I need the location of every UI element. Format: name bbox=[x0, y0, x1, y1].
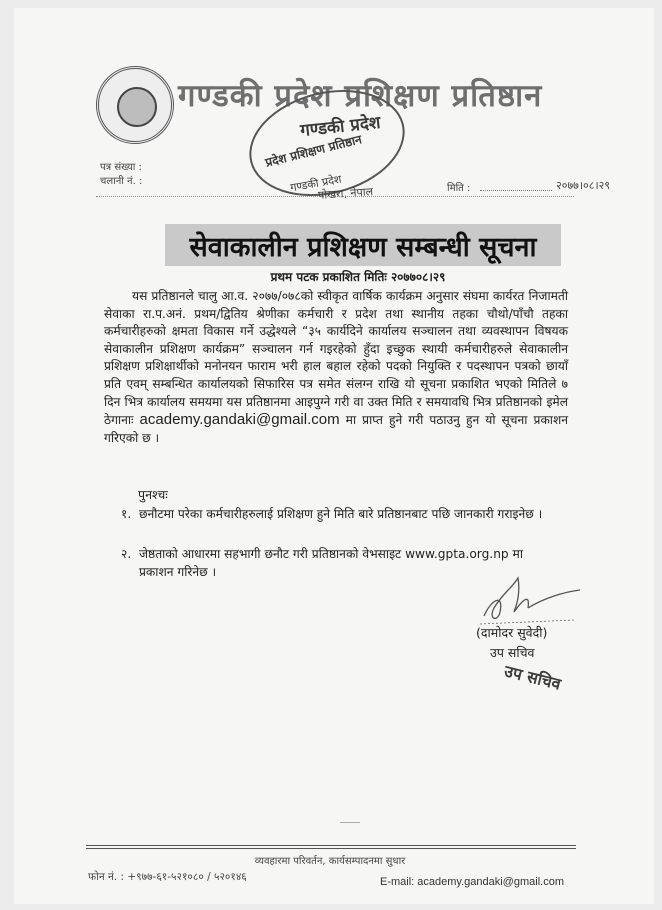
stamp-org: प्रदेश प्रशिक्षण प्रतिष्ठान bbox=[263, 132, 364, 170]
post-stamp: उप सचिव bbox=[502, 661, 563, 694]
header-divider bbox=[96, 196, 574, 197]
handwritten-signature bbox=[474, 568, 584, 628]
stamp-office: गण्डकी प्रदेश bbox=[289, 172, 343, 195]
note-item-1 bbox=[121, 506, 561, 524]
signatory-post: उप सचिव bbox=[490, 645, 535, 660]
body-text-main: यस प्रतिष्ठानले चालु आ.व. २०७७/०७८को स्वीकृत वार्षिक कार्यक्रम अनुसार संघमा कार्यरत निजामती सेवाका रा.प.अनं. प्रथम/द्वितिय श्रेणीका कर्मचारी र प्रदेश तथा स्थानीय तहका चौथो/पाँचौ तहका कर्मचारीहरुको क्षमता विकास गर्ने उद्धेश्यले “३५ कार्यदिने कार्यालय सञ्चालन तथा व्यवस्थापन विषयक सेवाकालीन प्रशिक्षण कार्यक्रम” सञ्चालन गर्न गइरहेको हुँदा इच्छुक स्थायी कर्मचारीहरुले सेवाकालीन प्रशिक्षण प्रशिक्षार्थीको मनोनयन फाराम भरी हाल बहाल रहेको पदको नियुक्ति र पदस्थापन पत्रको छायाँ प्रति एवम् सम्बन्धित कार्यालयको सिफारिस पत्र समेत संलग्न राखि यो सूचना प्रकाशित भएको मितिले ७ दिन भित्र कार्यालय समयमा यस प्रतिष्ठानमा आइपुग्ने गरी वा उक्त मिति र समयावधि भित्र प्रतिष्ठानको इमेल ठेगानाः bbox=[104, 289, 568, 428]
note-text: जेष्ठताको आधारमा सहभागी छनौट गरी प्रतिष्ठानको वेभसाइट www.gpta.org.np मा प्रकाशन गरिनेछ । bbox=[139, 547, 523, 579]
logo-emblem-icon bbox=[117, 87, 157, 127]
body-email: academy.gandaki@gmail.com bbox=[139, 411, 340, 429]
patra-sankhya-label: पत्र संख्या : bbox=[100, 162, 142, 173]
notice-subtitle: प्रथम पटक प्रकाशित मितिः २०७७०८।२९ bbox=[270, 270, 446, 284]
note-number: २. bbox=[121, 547, 132, 561]
chalani-label: चलानी नं. : bbox=[100, 176, 143, 187]
footer-divider bbox=[86, 845, 576, 846]
stamp-province: गण्डकी प्रदेश bbox=[299, 112, 382, 142]
organization-logo bbox=[96, 66, 174, 144]
signatory-name: (दामोदर सुवेदी) bbox=[476, 625, 548, 640]
note-number: १. bbox=[121, 507, 132, 521]
footer-email: E-mail: academy.gandaki@gmail.com bbox=[380, 876, 564, 888]
miti-value: २०७७।०८।२९ bbox=[556, 179, 611, 192]
note-text: छनौटमा परेका कर्मचारीहरुलाई प्रशिक्षण हुने मिति बारे प्रतिष्ठानबाट पछि जानकारी गराइनेछ । bbox=[139, 507, 543, 521]
punashcha-label: पुनश्चः bbox=[138, 487, 168, 502]
notice-title: सेवाकालीन प्रशिक्षण सम्बन्धी सूचना bbox=[165, 224, 561, 266]
body-text-end: मा प्राप्त हुने गरी पठाउनु हुन यो सूचना प्रकाशन गरिएको छ । bbox=[104, 413, 569, 445]
footer-slogan: व्यवहारमा परिवर्तन, कार्यसम्पादनमा सुधार bbox=[254, 856, 406, 867]
footer-phone: फोन नं. : +९७७-६१-५२१०८० / ५२०१४६ bbox=[88, 871, 247, 883]
organization-name: गण्डकी प्रदेश प्रशिक्षण प्रतिष्ठान bbox=[178, 78, 543, 114]
footer-divider bbox=[86, 848, 576, 849]
miti-label: मिति : bbox=[447, 183, 471, 194]
stamp-city: पोखरा, नेपाल bbox=[317, 185, 374, 202]
miti-dotted-line bbox=[480, 190, 552, 191]
fold-mark bbox=[340, 822, 360, 829]
notice-body bbox=[104, 288, 568, 447]
